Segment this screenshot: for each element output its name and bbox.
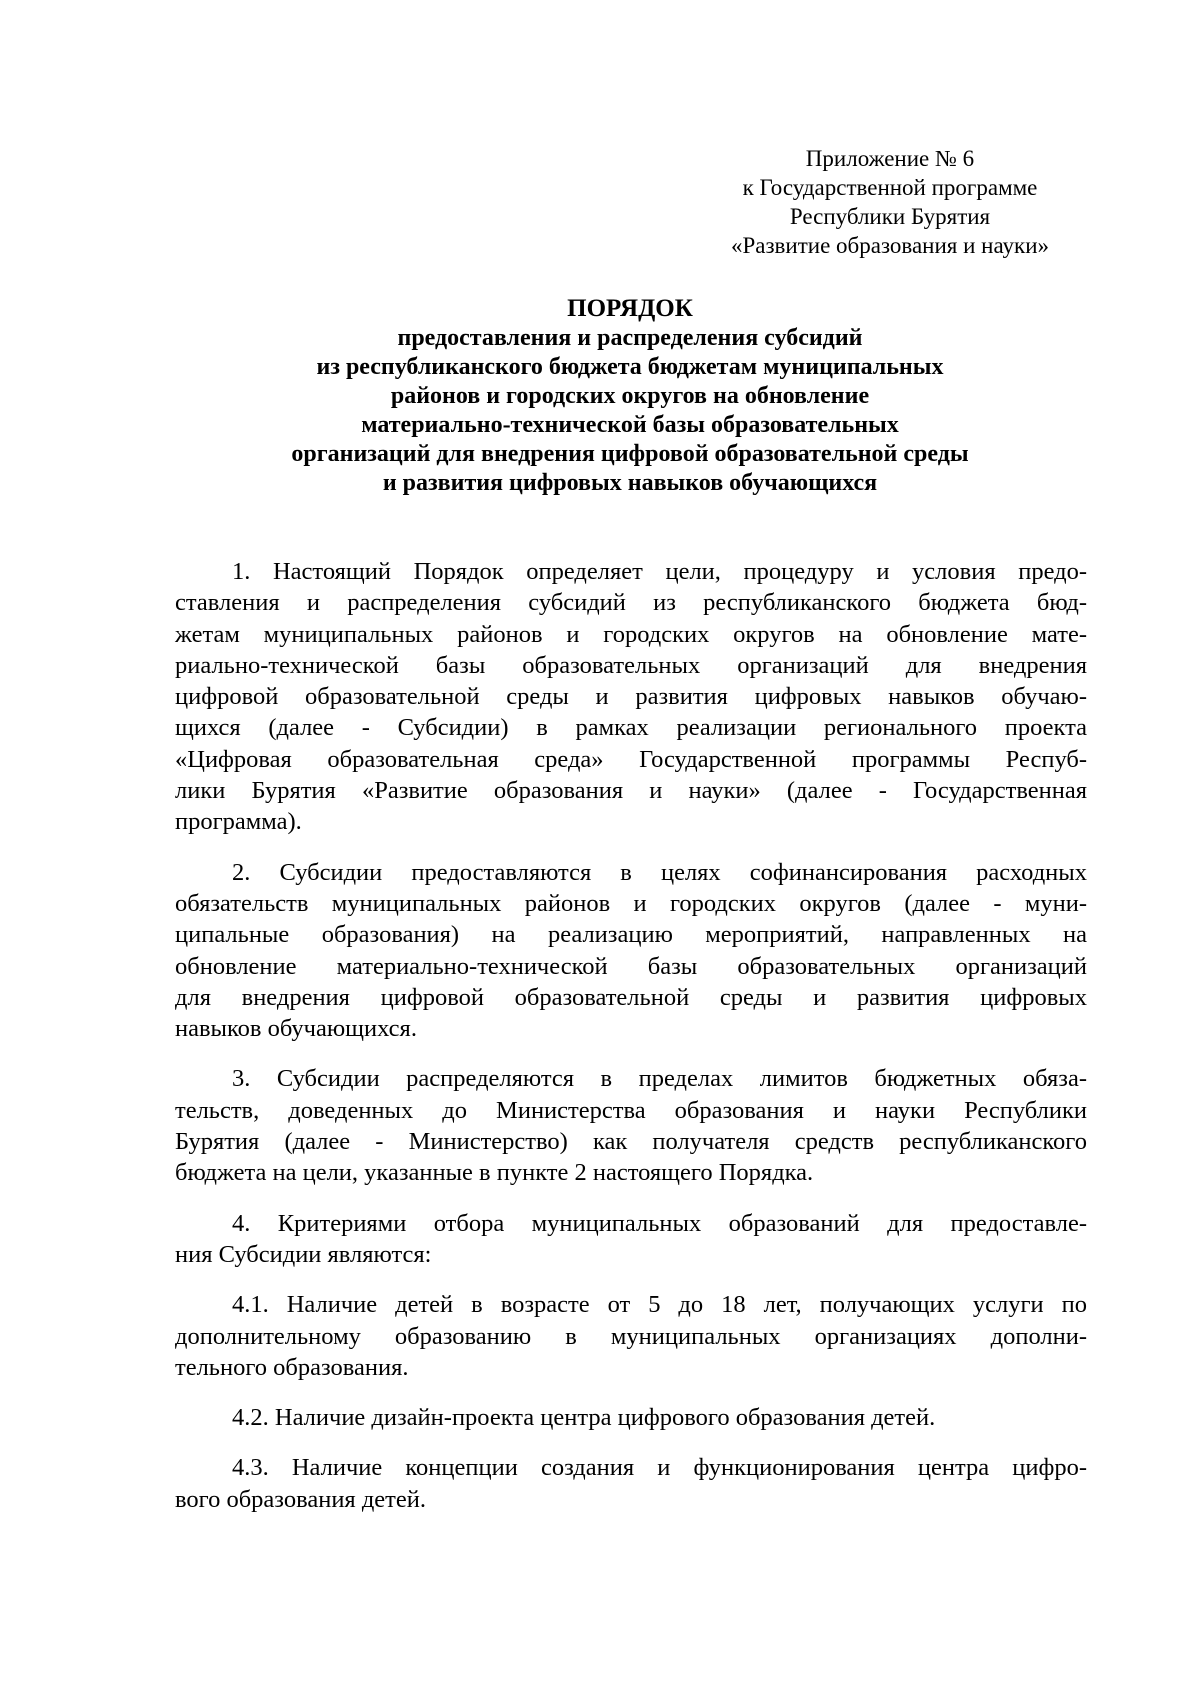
paragraph-line: тельств, доведенных до Министерства образования и науки Республики bbox=[175, 1096, 1087, 1124]
paragraph-line: цифровой образовательной среды и развития цифровых навыков обучаю- bbox=[175, 683, 1087, 711]
title-subtitle-line: из республиканского бюджета бюджетам муниципальных bbox=[316, 354, 944, 380]
paragraph-line: щихся (далее - Субсидии) в рамках реализации регионального проекта bbox=[175, 714, 1087, 742]
document-title bbox=[170, 294, 1090, 498]
paragraph-line: 4.2. Наличие дизайн-проекта центра цифрового образования детей. bbox=[232, 1404, 936, 1432]
paragraph-line: ципальные образования) на реализацию мероприятий, направленных на bbox=[175, 921, 1087, 949]
title-subtitle-line: районов и городских округов на обновление bbox=[390, 383, 870, 409]
paragraph-line: жетам муниципальных районов и городских округов на обновление мате- bbox=[175, 620, 1087, 648]
paragraph bbox=[175, 1452, 1087, 1515]
appendix-line: к Государственной программе bbox=[742, 175, 1038, 200]
paragraph-line: навыков обучающихся. bbox=[175, 1015, 417, 1043]
paragraph bbox=[175, 1208, 1087, 1271]
paragraph-line: ния Субсидии являются: bbox=[175, 1240, 432, 1268]
paragraph-line: тельного образования. bbox=[175, 1353, 409, 1381]
paragraph bbox=[175, 1402, 1087, 1433]
document-body bbox=[175, 556, 1087, 1534]
paragraph-line: дополнительному образованию в муниципальных организациях дополни- bbox=[175, 1322, 1087, 1350]
paragraph bbox=[175, 1063, 1087, 1188]
title-subtitle-line: материально-технической базы образовательных bbox=[361, 412, 899, 438]
paragraph-line: 4.1. Наличие детей в возрасте от 5 до 18 лет, получающих услуги по bbox=[232, 1291, 1087, 1319]
title-heading: ПОРЯДОК bbox=[567, 295, 693, 322]
paragraph-line: риально-технической базы образовательных организаций для внедрения bbox=[175, 651, 1087, 679]
paragraph-line: обязательств муниципальных районов и городских округов (далее - муни- bbox=[175, 889, 1087, 917]
appendix-line: Приложение № 6 bbox=[805, 146, 975, 171]
paragraph-line: Бурятия (далее - Министерство) как получателя средств республиканского bbox=[175, 1128, 1087, 1156]
paragraph-line: программа). bbox=[175, 808, 302, 836]
paragraph-line: «Цифровая образовательная среда» Государственной программы Респуб- bbox=[175, 745, 1087, 773]
paragraph-line: 1. Настоящий Порядок определяет цели, процедуру и условия предо- bbox=[232, 558, 1087, 585]
paragraph bbox=[175, 1289, 1087, 1383]
appendix-note bbox=[700, 144, 1080, 260]
paragraph-line: 4. Критериями отбора муниципальных образований для предоставле- bbox=[232, 1209, 1087, 1237]
paragraph bbox=[175, 857, 1087, 1045]
paragraph-line: ставления и распределения субсидий из республиканского бюджета бюд- bbox=[175, 589, 1087, 617]
paragraph bbox=[175, 556, 1087, 838]
paragraph-line: 3. Субсидии распределяются в пределах лимитов бюджетных обяза- bbox=[232, 1065, 1087, 1093]
appendix-line: Республики Бурятия bbox=[789, 204, 991, 229]
paragraph-line: бюджета на цели, указанные в пункте 2 настоящего Порядка. bbox=[175, 1159, 814, 1187]
paragraph-line: вого образования детей. bbox=[175, 1485, 426, 1513]
title-subtitle-line: предоставления и распределения субсидий bbox=[397, 325, 863, 351]
paragraph-line: обновление материально-технической базы образовательных организаций bbox=[175, 952, 1087, 980]
title-subtitle-line: и развития цифровых навыков обучающихся bbox=[382, 470, 878, 496]
title-subtitle-line: организаций для внедрения цифровой образовательной среды bbox=[291, 441, 969, 467]
paragraph-line: 4.3. Наличие концепции создания и функционирования центра цифро- bbox=[232, 1454, 1087, 1482]
appendix-line: «Развитие образования и науки» bbox=[730, 233, 1050, 258]
paragraph-line: 2. Субсидии предоставляются в целях софинансирования расходных bbox=[232, 858, 1087, 886]
paragraph-line: для внедрения цифровой образовательной среды и развития цифровых bbox=[175, 983, 1087, 1011]
paragraph-line: лики Бурятия «Развитие образования и науки» (далее - Государственная bbox=[175, 777, 1087, 805]
